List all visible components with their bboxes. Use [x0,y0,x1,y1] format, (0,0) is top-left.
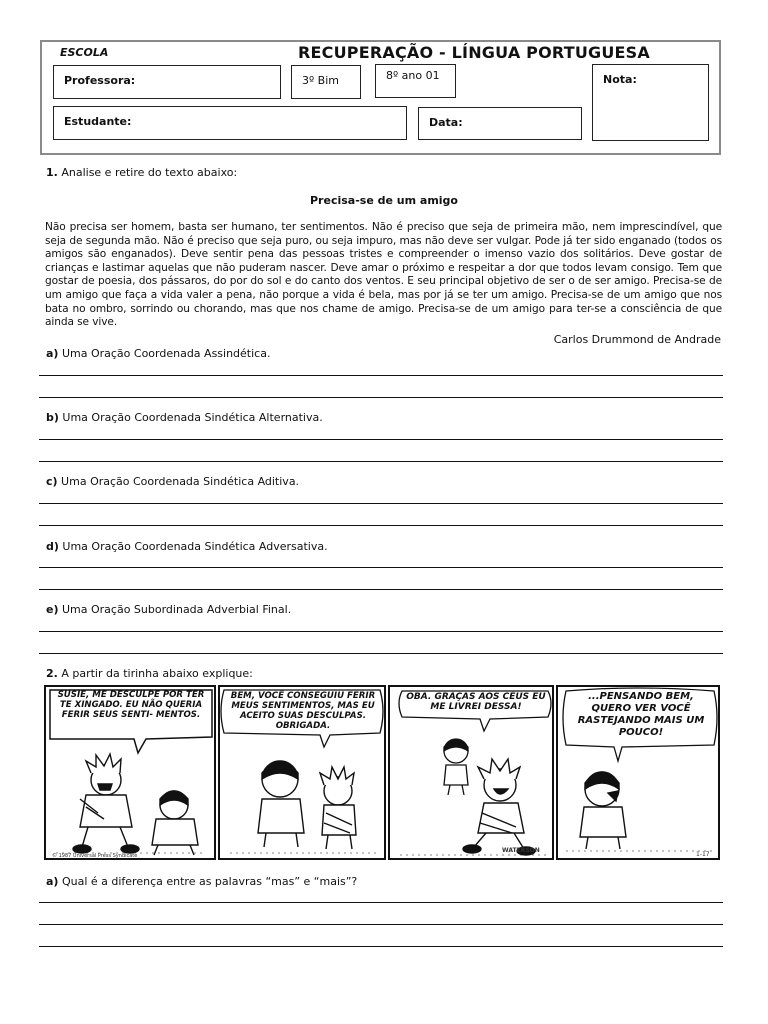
susie-figure [444,739,468,795]
susie-figure [152,791,198,855]
panel-4-speech: ...PENSANDO BEM, QUERO VER VOCÊ RASTEJANDO MAIS UM POUCO! [577,691,705,738]
teacher-field[interactable] [53,65,281,99]
date-field[interactable] [418,107,582,140]
question-2-text: A partir da tirinha abaixo explique: [57,667,253,680]
calvin-figure [320,767,356,849]
question-2-number: 2. [46,667,58,680]
answer-line[interactable] [39,397,723,398]
school-label: ESCOLA [60,46,109,59]
bimester-value: 3º Bim [302,74,339,87]
panel-2-speech: BEM, VOCÊ CONSEGUIU FERIR MEUS SENTIMENTOS, MAS EU ACEITO SUAS DESCULPAS. OBRIGADA. [230,691,376,731]
text-title: Precisa-se de um amigo [310,194,458,207]
date-label: Data: [429,116,463,129]
comic-panel-3 [388,685,554,860]
question-1-number: 1. [46,166,58,179]
header-box [40,40,721,155]
item-text: Uma Oração Coordenada Assindética. [58,347,271,360]
strip-date: 1-17 [696,851,710,858]
answer-line[interactable] [39,439,723,440]
answer-line[interactable] [39,461,723,462]
question-2-prompt [46,667,253,680]
calvin-figure [463,759,535,855]
answer-line[interactable] [39,589,723,590]
item-letter: a) [46,347,59,360]
answer-line[interactable] [39,924,723,925]
item-b [46,411,323,424]
item-text: Qual é a diferença entre as palavras “mas” e “mais”? [58,875,358,888]
grade-field [375,64,456,98]
item-c [46,475,299,488]
question-1-text: Analise e retire do texto abaixo: [57,166,238,179]
comic-panel-4 [556,685,720,860]
item-a [46,347,270,360]
item-d [46,540,328,553]
question-1-prompt [46,166,237,179]
susie-figure [580,772,626,849]
item-text: Uma Oração Coordenada Sindética Adversativa. [58,540,328,553]
panel-1-speech: SUSIE, ME DESCULPE POR TER TE XINGADO. EU NÃO QUERIA FERIR SEUS SENTI- MENTOS. [57,690,205,720]
item-letter: a) [46,875,59,888]
answer-line[interactable] [39,525,723,526]
item-e [46,603,291,616]
page-title: RECUPERAÇÃO - LÍNGUA PORTUGUESA [298,43,650,62]
comic-panel-2 [218,685,386,860]
answer-line[interactable] [39,946,723,947]
text-body: Não precisa ser homem, basta ser humano, ter sentimentos. Não é preciso que seja de primeira mão, nem imprescindível, que seja de segunda mão. Não é preciso que seja puro, ou seja impuro, mas não deve ser vulgar. Pode já ter sido enganado (todos os amigos são enganados). Deve sentir pena das pessoas tristes e compreender o imenso vazio dos solitários. Deve gostar de crianças e lastimar aquelas que não puderam nascer. Deve amar o próximo e respeitar a dor que todos levam consigo. Tem que gostar de poesia, dos pássaros, do por do sol e do canto dos ventos. E seu principal objetivo de ser o de ser amigo. Precisa-se de um amigo que faça a vida valer a pena, não porque a vida é bela, mas por já se ter um amigo. Precisa-se de um amigo que nos bata no ombro, sorrindo ou chorando, mas que nos chame de amigo. Precisa-se de um amigo para ter-se a consciência de que ainda se vive. [45,221,722,329]
text-author: Carlos Drummond de Andrade [553,333,721,346]
item-letter: d) [46,540,59,553]
calvin-figure [73,754,139,853]
item-letter: b) [46,411,59,424]
answer-line[interactable] [39,375,723,376]
student-field[interactable] [53,106,407,140]
item-letter: c) [46,475,58,488]
comic-strip [44,685,720,860]
answer-line[interactable] [39,902,723,903]
item-text: Uma Oração Subordinada Adverbial Final. [58,603,292,616]
answer-line[interactable] [39,503,723,504]
panel-3-art [390,687,554,860]
question-2-item-a [46,875,357,888]
bimester-field [291,65,361,99]
teacher-label: Professora: [64,74,136,87]
answer-line[interactable] [39,653,723,654]
item-text: Uma Oração Coordenada Sindética Aditiva. [57,475,300,488]
grade-score-label: Nota: [603,73,637,86]
copyright-notice: © 1987 Universal Press Syndicate [52,853,138,859]
grade-score-field[interactable] [592,64,709,141]
artist-signature: WATERSON [502,847,540,854]
susie-figure [258,761,304,847]
answer-line[interactable] [39,631,723,632]
item-text: Uma Oração Coordenada Sindética Alternativa. [58,411,323,424]
item-letter: e) [46,603,59,616]
panel-3-speech: OBA. GRAÇAS AOS CÉUS EU ME LIVREI DESSA! [406,692,546,712]
student-label: Estudante: [64,115,132,128]
comic-panel-1 [44,685,216,860]
answer-line[interactable] [39,567,723,568]
grade-value: 8º ano 01 [386,69,440,82]
